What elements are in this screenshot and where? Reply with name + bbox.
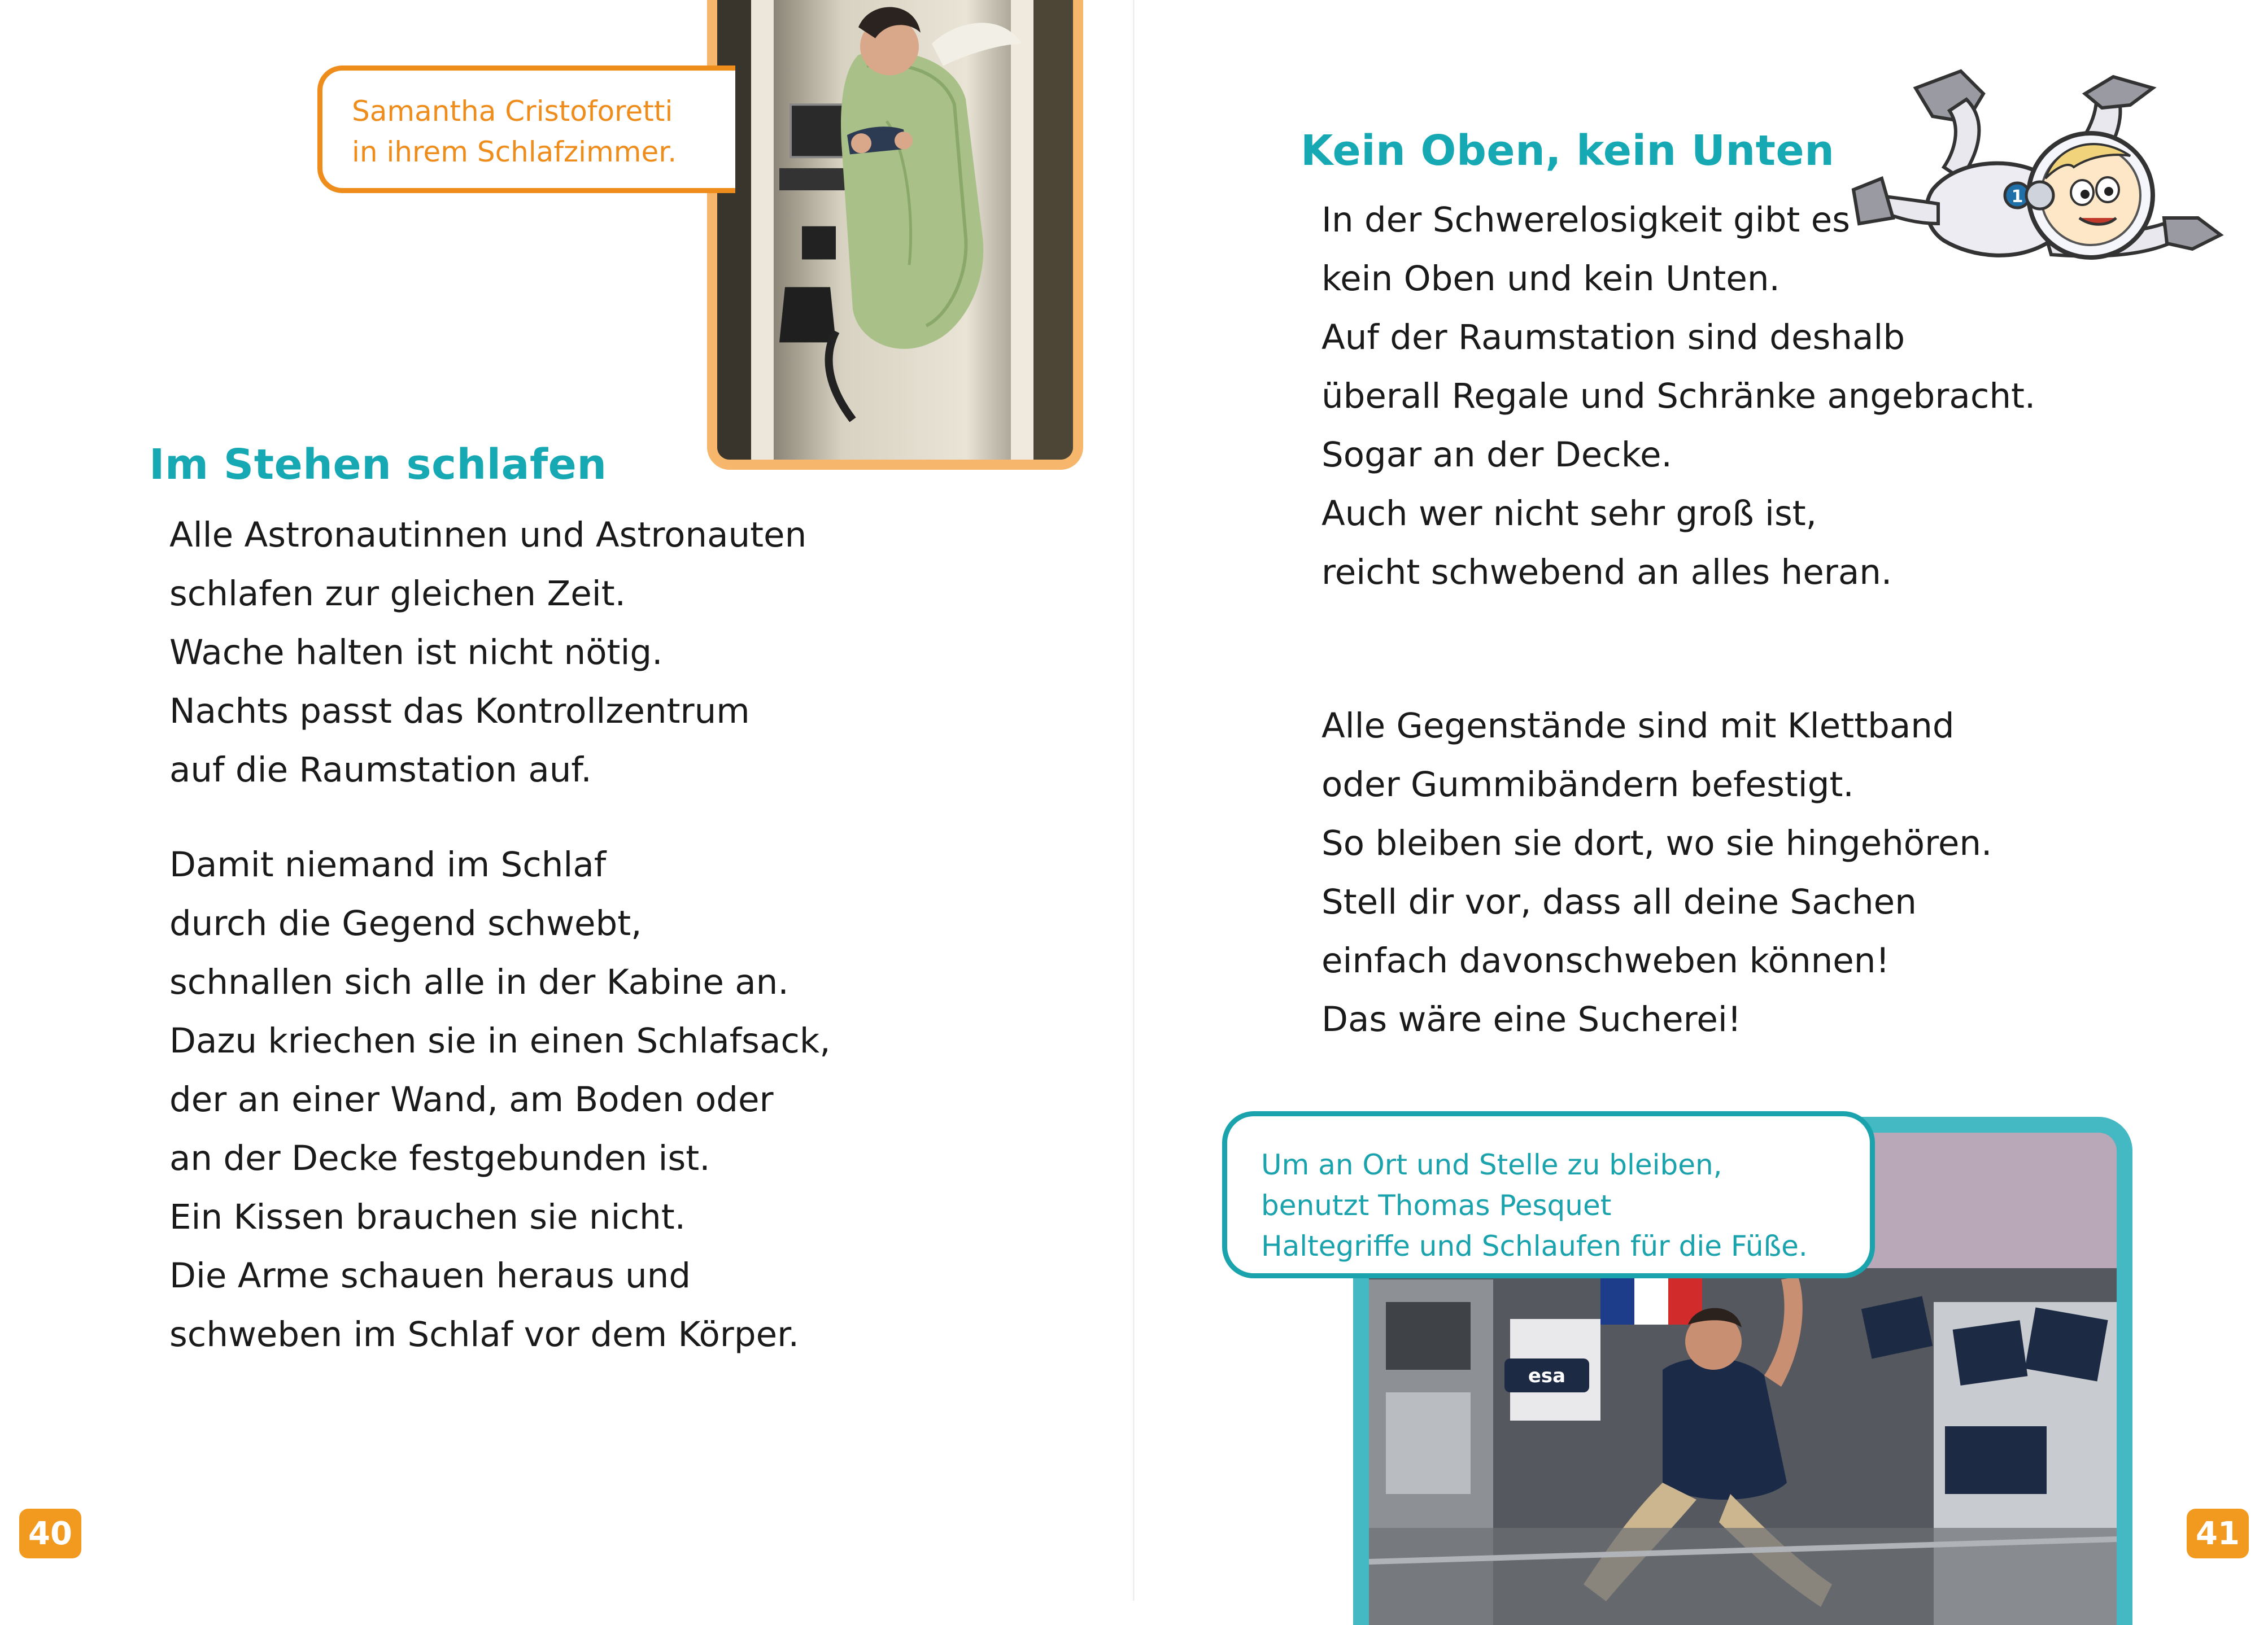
text-line: Sogar an der Decke. (1321, 435, 1672, 475)
page-gutter (1133, 0, 1135, 1601)
text-line: oder Gummibändern befestigt. (1321, 765, 1854, 805)
text-line: schnallen sich alle in der Kabine an. (169, 962, 789, 1002)
text-line: schweben im Schlaf vor dem Körper. (169, 1314, 800, 1355)
caption-line: Samantha Cristoforetti (352, 95, 673, 128)
text-line: überall Regale und Schränke angebracht. (1321, 376, 2036, 416)
text-line: Stell dir vor, dass all deine Sachen (1321, 882, 1917, 922)
text-line: Das wäre eine Sucherei! (1321, 999, 1742, 1039)
caption-line: in ihrem Schlafzimmer. (352, 136, 677, 168)
text-line: kein Oben und kein Unten. (1321, 259, 1780, 299)
paragraph (169, 506, 806, 800)
photo-caption-sleep (317, 65, 735, 193)
text-line: So bleiben sie dort, wo sie hingehören. (1321, 823, 1992, 863)
text-line: an der Decke festgebunden ist. (169, 1138, 710, 1178)
text-line: auf die Raumstation auf. (169, 750, 592, 790)
paragraph (169, 836, 831, 1364)
text-line: Alle Astronautinnen und Astronauten (169, 515, 807, 555)
paragraph (1321, 191, 2035, 602)
paragraph (1321, 697, 1992, 1049)
text-line: reicht schwebend an alles heran. (1321, 552, 1892, 592)
text-line: Damit niemand im Schlaf (169, 845, 607, 885)
page-number-right: 41 (2187, 1509, 2249, 1558)
text-line: der an einer Wand, am Boden oder (169, 1080, 774, 1120)
esa-patch-text: esa (1528, 1365, 1566, 1387)
photo-caption-station (1222, 1111, 1875, 1278)
text-line: In der Schwerelosigkeit gibt es (1321, 200, 1851, 240)
text-line: schlafen zur gleichen Zeit. (169, 574, 626, 614)
text-line: Alle Gegenstände sind mit Klettband (1321, 706, 1955, 746)
photo-astronaut-sleeping (707, 0, 1083, 470)
text-line: Ein Kissen brauchen sie nicht. (169, 1197, 686, 1237)
text-line: Die Arme schauen heraus und (169, 1256, 691, 1296)
page-number-left: 40 (19, 1509, 81, 1558)
caption-line: Haltegriffe und Schlaufen für die Füße. (1261, 1230, 1808, 1263)
text-line: einfach davonschweben können! (1321, 941, 1890, 981)
section-heading-right: Kein Oben, kein Unten (1301, 126, 1835, 175)
text-line: Auf der Raumstation sind deshalb (1321, 317, 1905, 357)
text-line: Auch wer nicht sehr groß ist, (1321, 493, 1817, 534)
caption-line: benutzt Thomas Pesquet (1261, 1189, 1612, 1222)
sleeping-astronaut-image (717, 0, 1073, 460)
caption-line: Um an Ort und Stelle zu bleiben, (1261, 1148, 1722, 1181)
text-line: Nachts passt das Kontrollzentrum (169, 691, 750, 731)
section-heading-left: Im Stehen schlafen (149, 440, 607, 489)
text-line: Wache halten ist nicht nötig. (169, 632, 663, 672)
suit-badge-text: 1 (2011, 187, 2023, 207)
text-line: Dazu kriechen sie in einen Schlafsack, (169, 1021, 831, 1061)
text-line: durch die Gegend schwebt, (169, 903, 642, 943)
